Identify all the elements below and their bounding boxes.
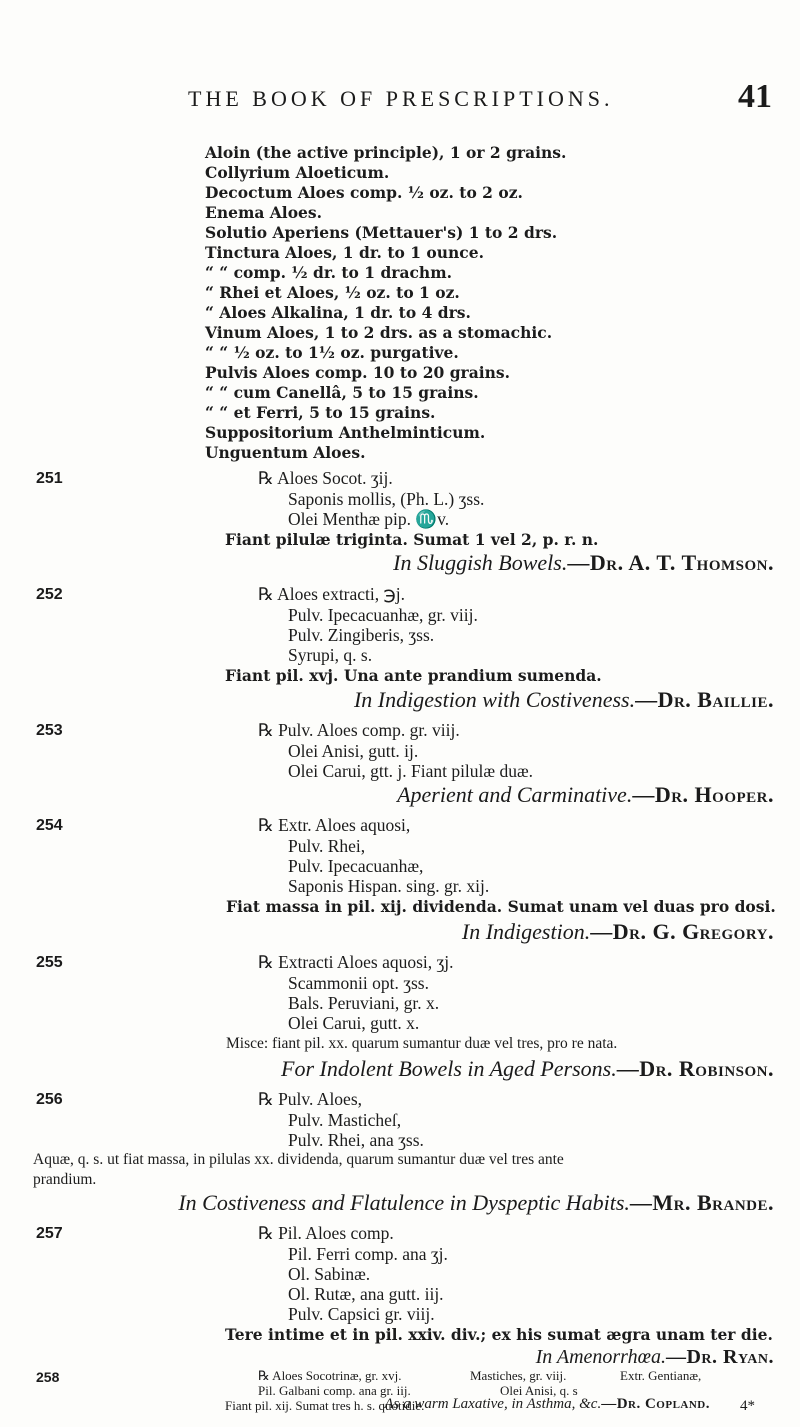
preparation-line: Unguentum Aloes. <box>205 443 366 462</box>
indication: As a warm Laxative, in Asthma, &c. <box>384 1396 602 1412</box>
prescription-line: Extr. Gentianæ, <box>620 1368 702 1383</box>
prescription-line: Pulv. Rhei, ana ʒss. <box>288 1130 424 1150</box>
prescription-line: Fiat massa in pil. xij. dividenda. Sumat unam vel duas pro dosi. <box>226 897 776 916</box>
preparation-line: Solutio Aperiens (Mettauer's) 1 to 2 drs. <box>205 223 558 242</box>
author: —Dr. Ryan. <box>665 1346 774 1368</box>
prescription-number: 253 <box>36 722 63 739</box>
attribution <box>281 1056 774 1082</box>
prescription-number: 252 <box>36 586 63 603</box>
prescription-line: Olei Anisi, q. s <box>500 1383 578 1398</box>
preparation-line: Decoctum Aloes comp. ½ oz. to 2 oz. <box>205 183 523 202</box>
indication: In Sluggish Bowels. <box>393 550 568 575</box>
attribution <box>384 1396 710 1413</box>
prescription-line: Fiant pil. xij. Sumat tres h. s. quotidie. <box>225 1398 425 1413</box>
indication: For Indolent Bowels in Aged Persons. <box>281 1056 617 1081</box>
prescription-line: ℞ Aloes extracti, ℈j. <box>258 584 405 604</box>
attribution <box>393 550 774 576</box>
preparation-line: Suppositorium Anthelminticum. <box>205 423 486 442</box>
preparation-line: “ Rhei et Aloes, ½ oz. to 1 oz. <box>205 283 460 302</box>
preparation-line: Tinctura Aloes, 1 dr. to 1 ounce. <box>205 243 484 262</box>
prescription-number: 258 <box>36 1369 60 1385</box>
preparation-line: “ “ ½ oz. to 1½ oz. purgative. <box>205 343 459 362</box>
preparation-line: “ Aloes Alkalina, 1 dr. to 4 drs. <box>205 303 471 322</box>
author: —Dr. Hooper. <box>632 782 774 807</box>
attribution <box>178 1190 774 1216</box>
prescription-line: Pulv. Ipecacuanhæ, <box>288 856 424 876</box>
preparation-line: Vinum Aloes, 1 to 2 drs. as a stomachic. <box>205 323 553 342</box>
indication: In Indigestion with Costiveness. <box>353 687 636 712</box>
prescription-number: 255 <box>36 954 63 971</box>
preparation-line: Collyrium Aloeticum. <box>205 163 390 182</box>
prescription-line: Pulv. Masticheſ, <box>288 1110 402 1130</box>
prescription-line: ℞ Pil. Aloes comp. <box>258 1223 394 1243</box>
author: —Mr. Brande. <box>629 1190 774 1215</box>
indication: In Indigestion. <box>461 919 591 944</box>
prescription-line: Pulv. Ipecacuanhæ, gr. viij. <box>288 605 478 625</box>
prescription-line: Fiant pil. xvj. Una ante prandium sumenda. <box>225 666 602 685</box>
attribution <box>354 687 774 713</box>
author: —Dr. Robinson. <box>616 1056 774 1081</box>
preparation-line: “ “ comp. ½ dr. to 1 drachm. <box>205 263 452 282</box>
prescription-line: ℞ Pulv. Aloes comp. gr. viij. <box>258 720 460 740</box>
prescription-number: 254 <box>36 817 63 834</box>
preparation-line: Enema Aloes. <box>205 203 323 222</box>
attribution <box>397 782 774 808</box>
prescription-line: Syrupi, q. s. <box>288 645 373 665</box>
indication: In Costiveness and Flatulence in Dyspeptic Habits. <box>178 1190 630 1215</box>
page-number: 41 <box>738 78 772 115</box>
prescription-line: Olei Anisi, gutt. ij. <box>288 741 419 761</box>
attribution <box>462 919 774 945</box>
signature-mark: 4* <box>740 1398 755 1414</box>
prescription-line: Scammonii opt. ʒss. <box>288 973 429 993</box>
prescription-line: Olei Carui, gutt. x. <box>288 1013 420 1033</box>
prescription-line: Mastiches, gr. viij. <box>470 1368 567 1383</box>
prescription-line: Olei Carui, gtt. j. Fiant pilulæ duæ. <box>288 761 533 781</box>
indication: In Amenorrhœa. <box>535 1346 666 1368</box>
running-title: THE BOOK OF PRESCRIPTIONS. <box>188 86 614 111</box>
preparation-line: Aloin (the active principle), 1 or 2 grains. <box>205 143 567 162</box>
prescription-line: ℞ Aloes Socot. ʒij. <box>258 468 393 488</box>
prescription-line: prandium. <box>33 1171 97 1188</box>
preparation-line: Pulvis Aloes comp. 10 to 20 grains. <box>205 363 511 382</box>
author: —Dr. Baillie. <box>635 687 774 712</box>
prescription-line: Fiant pilulæ triginta. Sumat 1 vel 2, p. r. n. <box>225 530 599 549</box>
preparation-line: “ “ et Ferri, 5 to 15 grains. <box>205 403 436 422</box>
prescription-line: Olei Menthæ pip. ♏v. <box>288 509 450 529</box>
prescription-line: Pulv. Rhei, <box>288 836 366 856</box>
prescription-line: Saponis Hispan. sing. gr. xij. <box>288 876 490 896</box>
attribution <box>536 1346 774 1369</box>
prescription-line: Aquæ, q. s. ut fiat massa, in pilulas xx. dividenda, quarum sumantur duæ vel tres ante <box>33 1151 564 1168</box>
prescription-line: Saponis mollis, (Ph. L.) ʒss. <box>288 489 485 509</box>
prescription-line: ℞ Extr. Aloes aquosi, <box>258 815 411 835</box>
indication: Aperient and Carminative. <box>397 782 633 807</box>
prescription-line: ℞ Aloes Socotrinæ, gr. xvj. <box>258 1368 402 1383</box>
prescription-number: 251 <box>36 470 63 487</box>
prescription-number: 257 <box>36 1225 63 1242</box>
prescription-line: Bals. Peruviani, gr. x. <box>288 993 440 1013</box>
preparation-line: “ “ cum Canellâ, 5 to 15 grains. <box>205 383 479 402</box>
author: —Dr. A. T. Thomson. <box>567 550 774 575</box>
prescription-line: Tere intime et in pil. xxiv. div.; ex his sumat ægra unam ter die. <box>225 1325 773 1344</box>
prescription-line: Ol. Rutæ, ana gutt. iij. <box>288 1284 444 1304</box>
prescription-line: Misce: fiant pil. xx. quarum sumantur duæ vel tres, pro re nata. <box>226 1035 618 1052</box>
prescription-line: Pil. Galbani comp. ana gr. iij. <box>258 1383 411 1398</box>
prescription-number: 256 <box>36 1091 63 1108</box>
author: —Dr. G. Gregory. <box>590 919 774 944</box>
prescription-line: Pil. Ferri comp. ana ʒj. <box>288 1244 448 1264</box>
page-header <box>0 78 800 118</box>
prescription-line: Ol. Sabinæ. <box>288 1264 371 1284</box>
author: —Dr. Copland. <box>601 1396 710 1412</box>
prescription-line: Pulv. Capsici gr. viij. <box>288 1304 435 1324</box>
prescription-line: ℞ Extracti Aloes aquosi, ʒj. <box>258 952 454 972</box>
prescription-line: ℞ Pulv. Aloes, <box>258 1089 363 1109</box>
prescription-line: Pulv. Zingiberis, ʒss. <box>288 625 435 645</box>
